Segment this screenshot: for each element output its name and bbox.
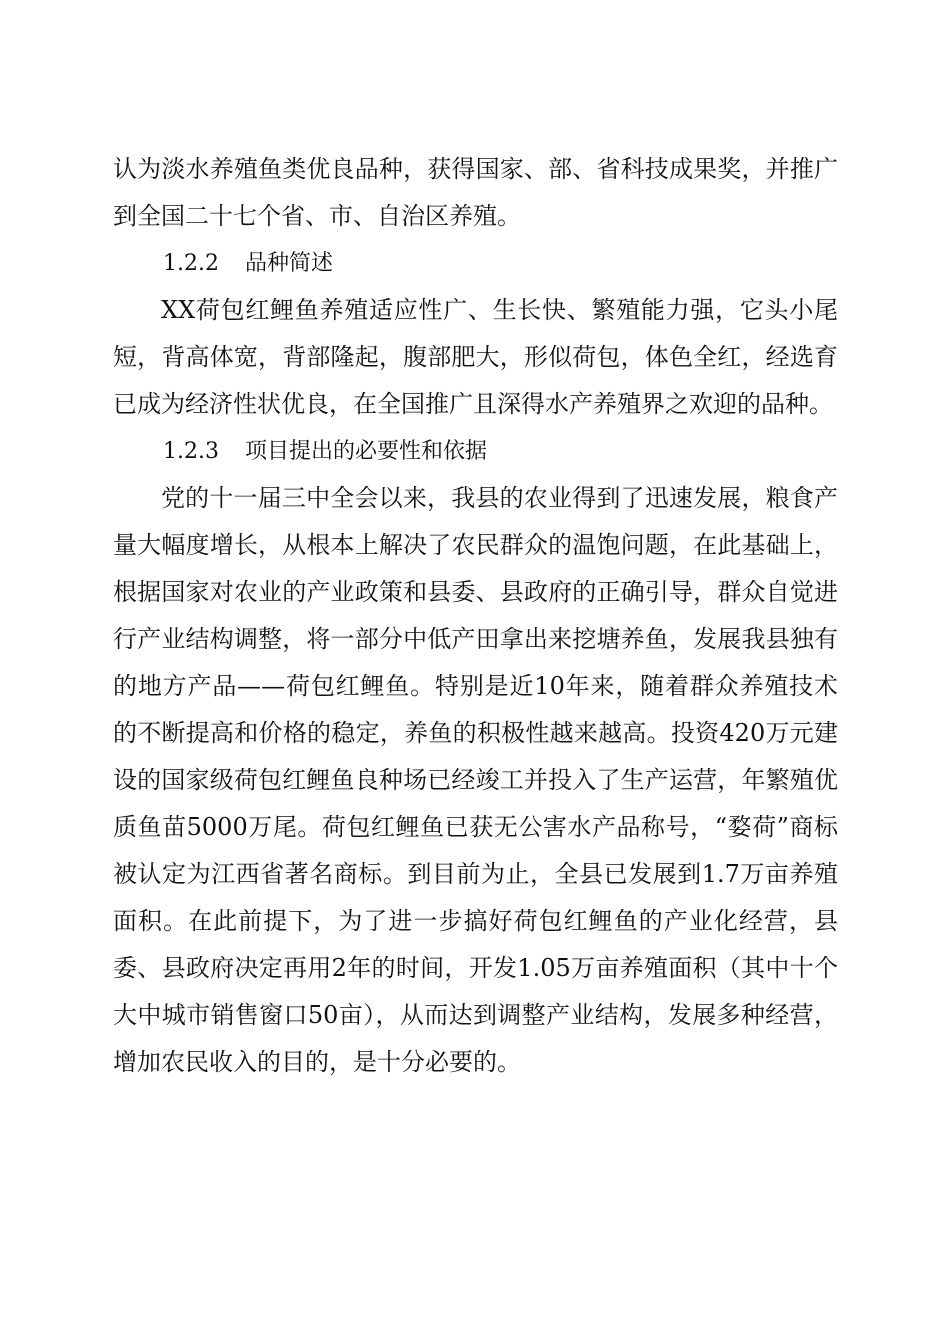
section-title: 项目提出的必要性和依据 bbox=[244, 439, 487, 464]
paragraph-variety-description: XX荷包红鲤鱼养殖适应性广、生长快、繁殖能力强，它头小尾短，背高体宽，背部隆起，腹部肥大，形似荷包，体色全红，经选育已成为经济性状优良，在全国推广且深得水产养殖界之欢迎的品种。 bbox=[113, 296, 838, 418]
paragraph-project-necessity: 党的十一届三中全会以来，我县的农业得到了迅速发展，粮食产量大幅度增长，从根本上解决了农民群众的温饱问题，在此基础上，根据国家对农业的产业政策和县委、县政府的正确引导，群众自觉进行产业结构调整，将一部分中低产田拿出来挖塘养鱼，发展我县独有的地方产品——荷包红鲤鱼。特别是近10年来，随着群众养殖技术的不断提高和价格的稳定，养鱼的积极性越来越高。投资420万元建设的国家级荷包红鲤鱼良种场已经竣工并投入了生产运营，年繁殖优质鱼苗5000万尾。荷包红鲤鱼已获无公害水产品称号，“婺荷”商标被认定为江西省著名商标。到目前为止，全县已发展到1.7万亩养殖面积。在此前提下，为了进一步搞好荷包红鲤鱼的产业化经营，县委、县政府决定再用2年的时间，开发1.05万亩养殖面积（其中十个大中城市销售窗口50亩），从而达到调整产业结构，发展多种经营，增加农民收入的目的，是十分必要的。 bbox=[113, 484, 838, 1076]
section-number: 1.2.2 bbox=[163, 251, 219, 276]
section-title: 品种简述 bbox=[244, 251, 333, 276]
section-number: 1.2.3 bbox=[163, 439, 219, 464]
section-heading-1-2-2 bbox=[113, 240, 838, 287]
section-heading-1-2-3 bbox=[113, 428, 838, 475]
paragraph-intro-continuation: 认为淡水养殖鱼类优良品种，获得国家、部、省科技成果奖，并推广到全国二十七个省、市、自治区养殖。 bbox=[113, 155, 838, 230]
document-page bbox=[113, 146, 838, 1086]
